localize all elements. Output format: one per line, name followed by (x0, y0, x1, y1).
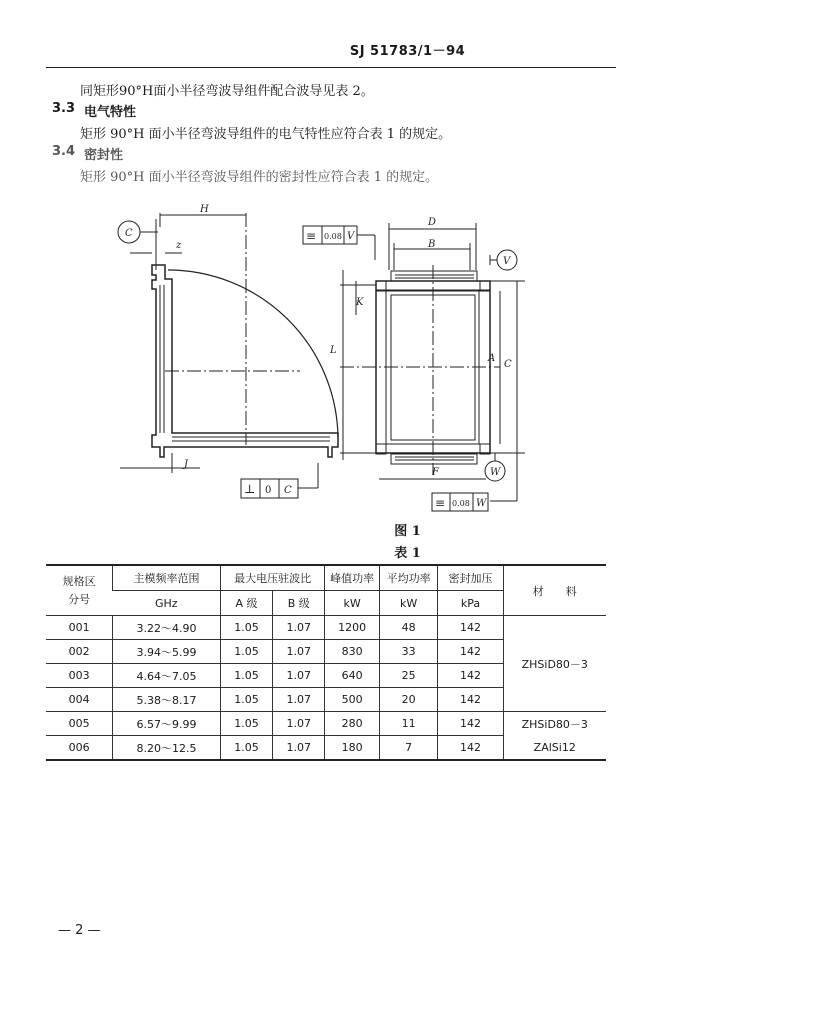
cell-pressure: 142 (438, 712, 503, 736)
fcf-bottom-symbol: ≡ (435, 496, 446, 510)
fcf-perp-ref: C (284, 485, 292, 496)
cell-frequency: 8.20～12.5 (113, 736, 221, 761)
cell-model: 004 (46, 688, 113, 712)
cell-material-group-2-line-1: ZHSiD80－3 (503, 712, 606, 736)
cell-model: 006 (46, 736, 113, 761)
cell-frequency: 3.22～4.90 (113, 616, 221, 640)
cell-model: 003 (46, 664, 113, 688)
dim-j-label: J (184, 459, 189, 470)
cell-peak-power: 180 (325, 736, 379, 761)
dim-l-label: L (330, 345, 337, 356)
cell-peak-power: 830 (325, 640, 379, 664)
header-pressure-unit: kPa (438, 591, 503, 616)
cell-vswr-a: 1.05 (220, 712, 272, 736)
cell-average-power: 25 (379, 664, 438, 688)
figure-caption: 图 1 (394, 524, 421, 539)
datum-v-label: V (503, 256, 511, 267)
cell-pressure: 142 (438, 736, 503, 761)
cell-vswr-b: 1.07 (273, 688, 325, 712)
header-frequency: 主模频率范围 (113, 565, 221, 591)
datum-c-label: C (125, 228, 133, 239)
header-model: 规格区 分号 (46, 565, 113, 616)
cell-vswr-a: 1.05 (220, 616, 272, 640)
fcf-bottom-ref: W (476, 498, 487, 509)
section-3-4-title: 密封性 (84, 148, 124, 163)
cell-frequency: 5.38～8.17 (113, 688, 221, 712)
cell-material-group-2-line-2: ZAlSi12 (503, 736, 606, 761)
cell-pressure: 142 (438, 664, 503, 688)
table-caption: 表 1 (394, 546, 421, 561)
cell-pressure: 142 (438, 640, 503, 664)
dim-h-label: H (200, 204, 209, 215)
cell-vswr-b: 1.07 (273, 712, 325, 736)
cell-average-power: 20 (379, 688, 438, 712)
header-vswr-a: A 级 (220, 591, 272, 616)
cell-model: 001 (46, 616, 113, 640)
cell-peak-power: 640 (325, 664, 379, 688)
cell-frequency: 4.64～7.05 (113, 664, 221, 688)
dim-b-label: B (428, 239, 436, 250)
header-material: 材 料 (503, 565, 606, 616)
dim-c-label: C (504, 359, 512, 370)
section-3-3-title: 电气特性 (84, 105, 137, 120)
header-seal-pressure: 密封加压 (438, 565, 503, 591)
waveguide-bend-drawing (0, 195, 815, 515)
cell-average-power: 7 (379, 736, 438, 761)
header-peak-unit: kW (325, 591, 379, 616)
fcf-top-ref: V (347, 231, 355, 242)
dim-k-label: K (356, 297, 364, 308)
electrical-spec-table (46, 564, 606, 761)
cell-model: 005 (46, 712, 113, 736)
cell-vswr-b: 1.07 (273, 736, 325, 761)
paragraph-electrical: 矩形 90°H 面小半径弯波导组件的电气特性应符合表 1 的规定。 (80, 127, 452, 142)
cell-model: 002 (46, 640, 113, 664)
fcf-top-tolerance: 0.08 (324, 232, 342, 241)
fcf-top-symbol: ≡ (306, 229, 317, 243)
cell-average-power: 48 (379, 616, 438, 640)
cell-frequency: 3.94～5.99 (113, 640, 221, 664)
cell-peak-power: 280 (325, 712, 379, 736)
cell-vswr-a: 1.05 (220, 688, 272, 712)
paragraph-mating-waveguide: 同矩形90°H面小半径弯波导组件配合波导见表 2。 (80, 84, 374, 99)
cell-vswr-b: 1.07 (273, 664, 325, 688)
cell-material-group-1: ZHSiD80－3 (503, 616, 606, 712)
table-row (46, 616, 606, 640)
header-vswr: 最大电压驻波比 (220, 565, 325, 591)
table-row (46, 736, 606, 761)
cell-average-power: 33 (379, 640, 438, 664)
section-3-3-number: 3.3 (52, 101, 76, 116)
paragraph-sealing: 矩形 90°H 面小半径弯波导组件的密封性应符合表 1 的规定。 (80, 170, 439, 185)
cell-average-power: 11 (379, 712, 438, 736)
standard-code: SJ 51783/1－94 (349, 44, 466, 59)
fcf-perp-tolerance: 0 (265, 485, 272, 496)
cell-frequency: 6.57～9.99 (113, 712, 221, 736)
cell-vswr-a: 1.05 (220, 640, 272, 664)
page-number: — 2 — (58, 923, 101, 938)
header-average-power: 平均功率 (379, 565, 438, 591)
cell-pressure: 142 (438, 688, 503, 712)
cell-peak-power: 500 (325, 688, 379, 712)
header-peak-power: 峰值功率 (325, 565, 379, 591)
header-vswr-b: B 级 (273, 591, 325, 616)
header-frequency-unit: GHz (113, 591, 221, 616)
table-row (46, 712, 606, 736)
cell-vswr-b: 1.07 (273, 640, 325, 664)
cell-vswr-b: 1.07 (273, 616, 325, 640)
fcf-perp-symbol: ⊥ (244, 482, 256, 496)
cell-pressure: 142 (438, 616, 503, 640)
cell-peak-power: 1200 (325, 616, 379, 640)
section-3-4-number: 3.4 (52, 144, 76, 159)
dim-a-label: A (488, 353, 496, 364)
fcf-bottom-tolerance: 0.08 (452, 499, 470, 508)
header-average-unit: kW (379, 591, 438, 616)
cell-vswr-a: 1.05 (220, 736, 272, 761)
datum-w-label: W (490, 467, 501, 478)
dim-d-label: D (428, 217, 437, 228)
dim-z-label: z (176, 240, 182, 251)
header-divider (46, 67, 616, 68)
cell-vswr-a: 1.05 (220, 664, 272, 688)
dim-f-label: F (432, 467, 439, 478)
